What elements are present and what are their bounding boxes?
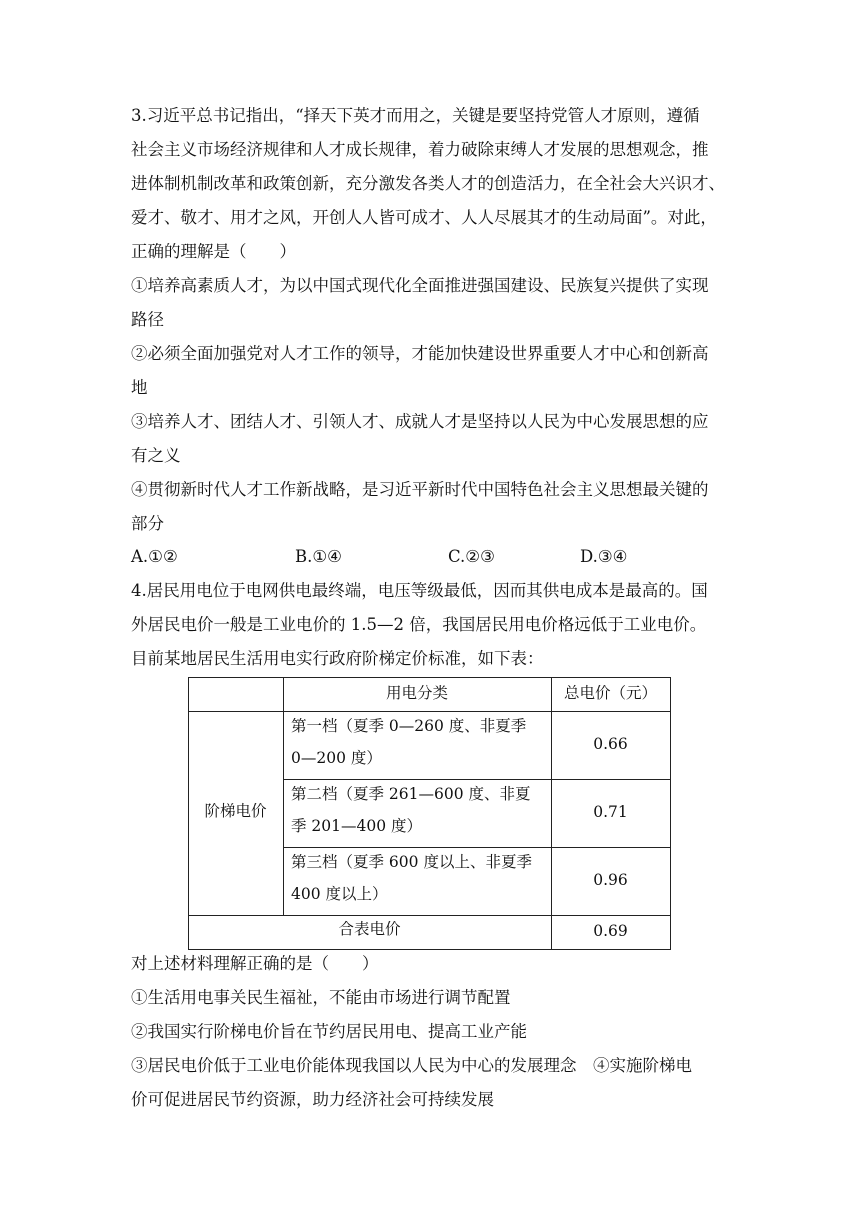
table-border [283, 779, 670, 780]
tier-2-desc: 季 201—400 度） [291, 817, 423, 835]
group-label: 阶梯电价 [204, 802, 267, 820]
option-b: B.①④ [295, 547, 342, 566]
q3-line: 进体制机制改革和政策创新，充分激发各类人才的创造活力，在全社会大兴识才、 [131, 174, 725, 193]
q3-line: 3.习近平总书记指出，“择天下英才而用之，关键是要坚持党管人才原则，遵循 [131, 106, 700, 125]
tier-1-desc: 0—200 度） [291, 749, 382, 767]
q3-choice: 路径 [131, 310, 164, 329]
header-category: 用电分类 [385, 684, 448, 702]
q3-choice: 地 [131, 378, 148, 397]
table-border [188, 915, 670, 916]
option-d: D.③④ [580, 547, 628, 566]
q4-choice: ②我国实行阶梯电价旨在节约居民用电、提高工业产能 [131, 1022, 527, 1041]
table-border [283, 677, 284, 916]
q3-line: 正确的理解是（ ） [131, 242, 296, 261]
q4-choice: ①生活用电事关民生福祉，不能由市场进行调节配置 [131, 988, 511, 1007]
tier-2-desc: 第二档（夏季 261—600 度、非夏 [291, 785, 531, 803]
q4-line: 4.居民用电位于电网供电最终端，电压等级最低，因而其供电成本是最高的。国 [131, 581, 708, 600]
q3-choice: 部分 [131, 514, 164, 533]
tier-1-desc: 第一档（夏季 0—260 度、非夏季 [291, 717, 527, 735]
header-price: 总电价（元） [563, 684, 657, 702]
tier-1-price: 0.66 [593, 735, 628, 753]
q3-choice: ②必须全面加强党对人才工作的领导，才能加快建设世界重要人才中心和创新高 [131, 344, 709, 363]
tier-3-desc: 第三档（夏季 600 度以上、非夏季 [291, 853, 532, 871]
table-border [283, 847, 670, 848]
q4-line: 外居民电价一般是工业电价的 1.5—2 倍，我国居民用电价格远低于工业电价。 [131, 615, 707, 634]
q4-prompt: 对上述材料理解正确的是（ ） [131, 954, 379, 973]
tier-3-price: 0.96 [593, 871, 628, 889]
q3-choice: ③培养人才、团结人才、引领人才、成就人才是坚持以人民为中心发展思想的应 [131, 412, 709, 431]
table-border [188, 711, 670, 712]
option-a: A.①② [131, 547, 178, 566]
total-label: 合表电价 [338, 920, 401, 938]
q3-choice: ④贯彻新时代人才工作新战略，是习近平新时代中国特色社会主义思想最关键的 [131, 480, 709, 499]
option-c: C.②③ [448, 547, 495, 566]
q3-choice: ①培养高素质人才，为以中国式现代化全面推进强国建设、民族复兴提供了实现 [131, 276, 709, 295]
total-price: 0.69 [593, 922, 628, 940]
q4-choice: ③居民电价低于工业电价能体现我国以人民为中心的发展理念 ④实施阶梯电 [131, 1056, 692, 1075]
tier-3-desc: 400 度以上） [291, 885, 388, 903]
q4-choice: 价可促进居民节约资源，助力经济社会可持续发展 [131, 1090, 494, 1109]
table-border [188, 677, 670, 678]
q3-line: 社会主义市场经济规律和人才成长规律，着力破除束缚人才发展的思想观念，推 [131, 140, 709, 159]
q4-line: 目前某地居民生活用电实行政府阶梯定价标准，如下表： [131, 649, 544, 668]
table-border [188, 949, 670, 950]
q3-line: 爱才、敬才、用才之风，开创人人皆可成才、人人尽展其才的生动局面”。对此， [131, 208, 717, 227]
tier-2-price: 0.71 [593, 803, 628, 821]
q3-choice: 有之义 [131, 446, 181, 465]
table-border [670, 677, 671, 950]
